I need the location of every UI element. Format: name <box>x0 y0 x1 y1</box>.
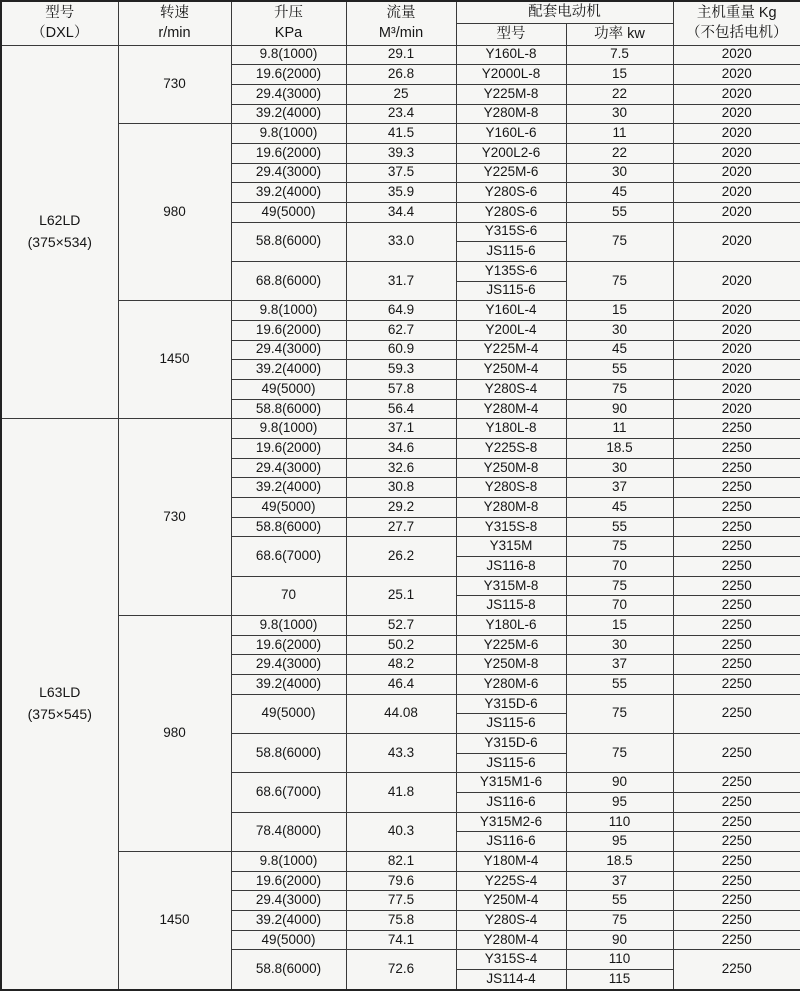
cell-motor-model: Y160L-6 <box>456 124 566 144</box>
cell-motor-power: 37 <box>566 478 673 498</box>
cell-weight: 2250 <box>673 950 800 990</box>
cell-weight: 2020 <box>673 124 800 144</box>
cell-flow: 32.6 <box>346 458 456 478</box>
cell-motor-power: 30 <box>566 104 673 124</box>
cell-pressure: 9.8(1000) <box>231 852 346 872</box>
cell-motor-power: 55 <box>566 675 673 695</box>
cell-weight: 2250 <box>673 852 800 872</box>
cell-motor-model: Y280S-6 <box>456 183 566 203</box>
cell-speed: 1450 <box>118 301 231 419</box>
cell-flow: 50.2 <box>346 635 456 655</box>
header-flow-unit: M³/min <box>378 25 424 42</box>
cell-motor-model: Y280S-6 <box>456 202 566 222</box>
cell-weight: 2250 <box>673 556 800 576</box>
cell-pressure: 19.6(2000) <box>231 143 346 163</box>
cell-weight: 2020 <box>673 104 800 124</box>
cell-motor-power: 30 <box>566 163 673 183</box>
cell-flow: 75.8 <box>346 911 456 931</box>
cell-motor-model: Y280S-4 <box>456 379 566 399</box>
cell-pressure: 29.4(3000) <box>231 84 346 104</box>
cell-pressure: 19.6(2000) <box>231 320 346 340</box>
cell-motor-power: 22 <box>566 84 673 104</box>
cell-weight: 2250 <box>673 615 800 635</box>
cell-pressure: 19.6(2000) <box>231 65 346 85</box>
cell-motor-power: 110 <box>566 950 673 970</box>
cell-pressure: 29.4(3000) <box>231 655 346 675</box>
cell-motor-model: Y2000L-8 <box>456 65 566 85</box>
cell-pressure: 39.2(4000) <box>231 675 346 695</box>
cell-flow: 43.3 <box>346 734 456 773</box>
cell-pressure: 9.8(1000) <box>231 45 346 65</box>
cell-motor-power: 110 <box>566 812 673 832</box>
table-header <box>1 1 800 45</box>
cell-motor-power: 30 <box>566 635 673 655</box>
cell-weight: 2250 <box>673 419 800 439</box>
cell-weight: 2250 <box>673 694 800 733</box>
cell-motor-power: 15 <box>566 65 673 85</box>
cell-weight: 2250 <box>673 911 800 931</box>
cell-motor-model: Y200L2-6 <box>456 143 566 163</box>
cell-flow: 25.1 <box>346 576 456 615</box>
header-motor-model: 型号 <box>456 23 566 45</box>
cell-flow: 48.2 <box>346 655 456 675</box>
cell-speed: 730 <box>118 419 231 616</box>
cell-weight: 2020 <box>673 84 800 104</box>
cell-motor-model: Y200L-4 <box>456 320 566 340</box>
cell-pressure: 39.2(4000) <box>231 360 346 380</box>
cell-motor-model: Y225M-6 <box>456 163 566 183</box>
cell-weight: 2250 <box>673 793 800 813</box>
cell-pressure: 9.8(1000) <box>231 419 346 439</box>
cell-flow: 34.4 <box>346 202 456 222</box>
header-pressure-unit: KPa <box>274 25 303 42</box>
cell-flow: 44.08 <box>346 694 456 733</box>
cell-weight: 2020 <box>673 222 800 261</box>
cell-flow: 72.6 <box>346 950 456 990</box>
cell-motor-power: 55 <box>566 202 673 222</box>
cell-flow: 57.8 <box>346 379 456 399</box>
cell-motor-model: Y280M-6 <box>456 675 566 695</box>
cell-pressure: 39.2(4000) <box>231 478 346 498</box>
cell-weight: 2250 <box>673 891 800 911</box>
cell-motor-power: 45 <box>566 183 673 203</box>
cell-weight: 2020 <box>673 163 800 183</box>
cell-weight: 2020 <box>673 261 800 300</box>
header-speed-title: 转速 <box>160 5 189 22</box>
cell-pressure: 49(5000) <box>231 497 346 517</box>
cell-weight: 2250 <box>673 497 800 517</box>
header-motor-power: 功率 kw <box>566 23 673 45</box>
cell-flow: 77.5 <box>346 891 456 911</box>
cell-weight: 2250 <box>673 675 800 695</box>
cell-motor-power: 37 <box>566 871 673 891</box>
cell-motor-power: 70 <box>566 556 673 576</box>
cell-flow: 37.5 <box>346 163 456 183</box>
cell-motor-power: 7.5 <box>566 45 673 65</box>
cell-weight: 2250 <box>673 458 800 478</box>
cell-weight: 2250 <box>673 517 800 537</box>
cell-pressure: 29.4(3000) <box>231 163 346 183</box>
cell-weight: 2250 <box>673 812 800 832</box>
cell-pressure: 49(5000) <box>231 694 346 733</box>
cell-motor-power: 15 <box>566 615 673 635</box>
header-weight-title: 主机重量 Kg <box>696 5 777 22</box>
cell-weight: 2250 <box>673 734 800 773</box>
model-code: L63LD <box>39 684 81 701</box>
cell-flow: 64.9 <box>346 301 456 321</box>
cell-flow: 39.3 <box>346 143 456 163</box>
cell-weight: 2020 <box>673 340 800 360</box>
cell-motor-power: 55 <box>566 360 673 380</box>
cell-weight: 2250 <box>673 773 800 793</box>
cell-pressure: 68.6(7000) <box>231 773 346 812</box>
cell-motor-model: Y315S-8 <box>456 517 566 537</box>
cell-pressure: 9.8(1000) <box>231 301 346 321</box>
cell-weight: 2020 <box>673 320 800 340</box>
cell-pressure: 58.8(6000) <box>231 734 346 773</box>
cell-motor-power: 30 <box>566 320 673 340</box>
cell-motor-power: 95 <box>566 832 673 852</box>
cell-motor-model: Y315M-8 <box>456 576 566 596</box>
cell-pressure: 58.8(6000) <box>231 222 346 261</box>
cell-flow: 26.8 <box>346 65 456 85</box>
cell-weight: 2020 <box>673 360 800 380</box>
cell-flow: 74.1 <box>346 930 456 950</box>
cell-motor-model: Y315M1-6 <box>456 773 566 793</box>
cell-flow: 29.2 <box>346 497 456 517</box>
cell-motor-model: Y180M-4 <box>456 852 566 872</box>
cell-pressure: 9.8(1000) <box>231 615 346 635</box>
cell-pressure: 39.2(4000) <box>231 183 346 203</box>
cell-motor-model: JS116-6 <box>456 793 566 813</box>
cell-motor-model: Y225S-4 <box>456 871 566 891</box>
header-speed-unit: r/min <box>158 25 191 42</box>
cell-motor-power: 37 <box>566 655 673 675</box>
cell-flow: 62.7 <box>346 320 456 340</box>
cell-weight: 2250 <box>673 478 800 498</box>
cell-flow: 56.4 <box>346 399 456 419</box>
cell-pressure: 68.8(6000) <box>231 261 346 300</box>
cell-motor-power: 15 <box>566 301 673 321</box>
cell-motor-power: 75 <box>566 537 673 557</box>
cell-pressure: 29.4(3000) <box>231 340 346 360</box>
header-flow-title: 流量 <box>386 5 416 22</box>
model-dimensions: (375×545) <box>27 706 92 723</box>
cell-pressure: 58.8(6000) <box>231 950 346 990</box>
cell-weight: 2020 <box>673 65 800 85</box>
cell-flow: 60.9 <box>346 340 456 360</box>
cell-pressure: 58.8(6000) <box>231 517 346 537</box>
cell-speed: 1450 <box>118 852 231 990</box>
cell-motor-model: Y280M-4 <box>456 399 566 419</box>
cell-motor-model: JS115-6 <box>456 753 566 773</box>
cell-motor-model: Y225M-6 <box>456 635 566 655</box>
cell-motor-model: Y160L-4 <box>456 301 566 321</box>
cell-motor-model: Y280M-8 <box>456 104 566 124</box>
header-weight <box>673 1 800 45</box>
cell-weight: 2020 <box>673 143 800 163</box>
cell-motor-power: 75 <box>566 379 673 399</box>
cell-flow: 31.7 <box>346 261 456 300</box>
cell-pressure: 49(5000) <box>231 930 346 950</box>
cell-speed: 730 <box>118 45 231 124</box>
table-row <box>1 419 800 439</box>
cell-motor-power: 45 <box>566 340 673 360</box>
cell-flow: 40.3 <box>346 812 456 851</box>
cell-pressure: 68.6(7000) <box>231 537 346 576</box>
cell-pressure: 19.6(2000) <box>231 635 346 655</box>
cell-flow: 41.8 <box>346 773 456 812</box>
cell-flow: 27.7 <box>346 517 456 537</box>
cell-pressure: 58.8(6000) <box>231 399 346 419</box>
cell-weight: 2250 <box>673 930 800 950</box>
cell-motor-model: Y180L-6 <box>456 615 566 635</box>
cell-flow: 26.2 <box>346 537 456 576</box>
cell-pressure: 29.4(3000) <box>231 891 346 911</box>
cell-motor-model: JS115-6 <box>456 281 566 301</box>
cell-motor-model: Y315M2-6 <box>456 812 566 832</box>
cell-pressure: 70 <box>231 576 346 615</box>
cell-weight: 2250 <box>673 635 800 655</box>
cell-motor-model: Y315D-6 <box>456 694 566 714</box>
header-row-1 <box>1 1 800 23</box>
cell-motor-model: Y250M-4 <box>456 360 566 380</box>
cell-model <box>1 419 118 990</box>
cell-pressure: 39.2(4000) <box>231 911 346 931</box>
cell-motor-model: JS114-4 <box>456 970 566 990</box>
cell-motor-model: Y180L-8 <box>456 419 566 439</box>
cell-pressure: 49(5000) <box>231 202 346 222</box>
cell-flow: 79.6 <box>346 871 456 891</box>
cell-motor-power: 75 <box>566 734 673 773</box>
cell-motor-model: JS116-8 <box>456 556 566 576</box>
cell-motor-power: 22 <box>566 143 673 163</box>
cell-motor-model: Y315S-6 <box>456 222 566 242</box>
cell-flow: 30.8 <box>346 478 456 498</box>
header-weight-note: （不包括电机） <box>686 25 788 42</box>
table-row <box>1 301 800 321</box>
cell-weight: 2250 <box>673 871 800 891</box>
cell-motor-model: JS116-6 <box>456 832 566 852</box>
cell-flow: 59.3 <box>346 360 456 380</box>
cell-motor-model: Y280S-4 <box>456 911 566 931</box>
cell-motor-power: 75 <box>566 694 673 733</box>
cell-motor-model: JS115-8 <box>456 596 566 616</box>
cell-motor-power: 90 <box>566 399 673 419</box>
cell-weight: 2020 <box>673 379 800 399</box>
cell-motor-model: Y280S-8 <box>456 478 566 498</box>
header-motor-group: 配套电动机 <box>456 1 673 23</box>
header-pressure <box>231 1 346 45</box>
cell-pressure: 78.4(8000) <box>231 812 346 851</box>
cell-motor-power: 55 <box>566 891 673 911</box>
cell-motor-power: 55 <box>566 517 673 537</box>
header-pressure-title: 升压 <box>274 5 303 22</box>
header-flow <box>346 1 456 45</box>
cell-motor-power: 11 <box>566 419 673 439</box>
model-code: L62LD <box>39 212 81 229</box>
cell-flow: 82.1 <box>346 852 456 872</box>
table-row <box>1 615 800 635</box>
cell-motor-power: 75 <box>566 261 673 300</box>
cell-weight: 2250 <box>673 438 800 458</box>
cell-speed: 980 <box>118 124 231 301</box>
cell-weight: 2250 <box>673 576 800 596</box>
cell-weight: 2250 <box>673 537 800 557</box>
cell-motor-model: Y160L-8 <box>456 45 566 65</box>
cell-motor-power: 70 <box>566 596 673 616</box>
cell-motor-model: Y225M-8 <box>456 84 566 104</box>
header-speed <box>118 1 231 45</box>
cell-model <box>1 45 118 419</box>
cell-flow: 29.1 <box>346 45 456 65</box>
cell-motor-power: 45 <box>566 497 673 517</box>
cell-weight: 2020 <box>673 183 800 203</box>
cell-motor-power: 90 <box>566 930 673 950</box>
cell-motor-model: JS115-6 <box>456 714 566 734</box>
cell-flow: 52.7 <box>346 615 456 635</box>
cell-motor-power: 30 <box>566 458 673 478</box>
cell-motor-power: 115 <box>566 970 673 990</box>
table-body <box>1 45 800 990</box>
cell-motor-model: Y315D-6 <box>456 734 566 754</box>
cell-flow: 46.4 <box>346 675 456 695</box>
cell-motor-model: JS115-6 <box>456 242 566 262</box>
cell-flow: 37.1 <box>346 419 456 439</box>
cell-motor-power: 75 <box>566 222 673 261</box>
cell-motor-power: 18.5 <box>566 852 673 872</box>
cell-weight: 2020 <box>673 301 800 321</box>
cell-motor-model: Y135S-6 <box>456 261 566 281</box>
cell-speed: 980 <box>118 615 231 851</box>
cell-flow: 25 <box>346 84 456 104</box>
cell-motor-model: Y280M-8 <box>456 497 566 517</box>
cell-motor-model: Y250M-8 <box>456 655 566 675</box>
table-row <box>1 124 800 144</box>
cell-pressure: 29.4(3000) <box>231 458 346 478</box>
cell-weight: 2250 <box>673 832 800 852</box>
cell-weight: 2250 <box>673 596 800 616</box>
cell-pressure: 9.8(1000) <box>231 124 346 144</box>
cell-motor-model: Y225M-4 <box>456 340 566 360</box>
header-model-unit: （DXL） <box>31 25 89 42</box>
header-model <box>1 1 118 45</box>
cell-weight: 2020 <box>673 202 800 222</box>
cell-flow: 23.4 <box>346 104 456 124</box>
cell-pressure: 19.6(2000) <box>231 438 346 458</box>
cell-pressure: 49(5000) <box>231 379 346 399</box>
cell-motor-model: Y225S-8 <box>456 438 566 458</box>
cell-motor-power: 90 <box>566 773 673 793</box>
cell-flow: 35.9 <box>346 183 456 203</box>
cell-motor-model: Y315S-4 <box>456 950 566 970</box>
cell-flow: 41.5 <box>346 124 456 144</box>
cell-motor-model: Y280M-4 <box>456 930 566 950</box>
cell-pressure: 39.2(4000) <box>231 104 346 124</box>
cell-motor-power: 75 <box>566 576 673 596</box>
cell-motor-model: Y250M-8 <box>456 458 566 478</box>
model-dimensions: (375×534) <box>27 233 92 250</box>
cell-weight: 2020 <box>673 399 800 419</box>
header-model-title: 型号 <box>45 5 75 22</box>
cell-flow: 33.0 <box>346 222 456 261</box>
cell-weight: 2250 <box>673 655 800 675</box>
cell-weight: 2020 <box>673 45 800 65</box>
cell-motor-model: Y250M-4 <box>456 891 566 911</box>
cell-flow: 34.6 <box>346 438 456 458</box>
table-row <box>1 45 800 65</box>
cell-motor-power: 11 <box>566 124 673 144</box>
cell-motor-model: Y315M <box>456 537 566 557</box>
cell-motor-power: 18.5 <box>566 438 673 458</box>
cell-motor-power: 95 <box>566 793 673 813</box>
cell-pressure: 19.6(2000) <box>231 871 346 891</box>
table-row <box>1 852 800 872</box>
cell-motor-power: 75 <box>566 911 673 931</box>
